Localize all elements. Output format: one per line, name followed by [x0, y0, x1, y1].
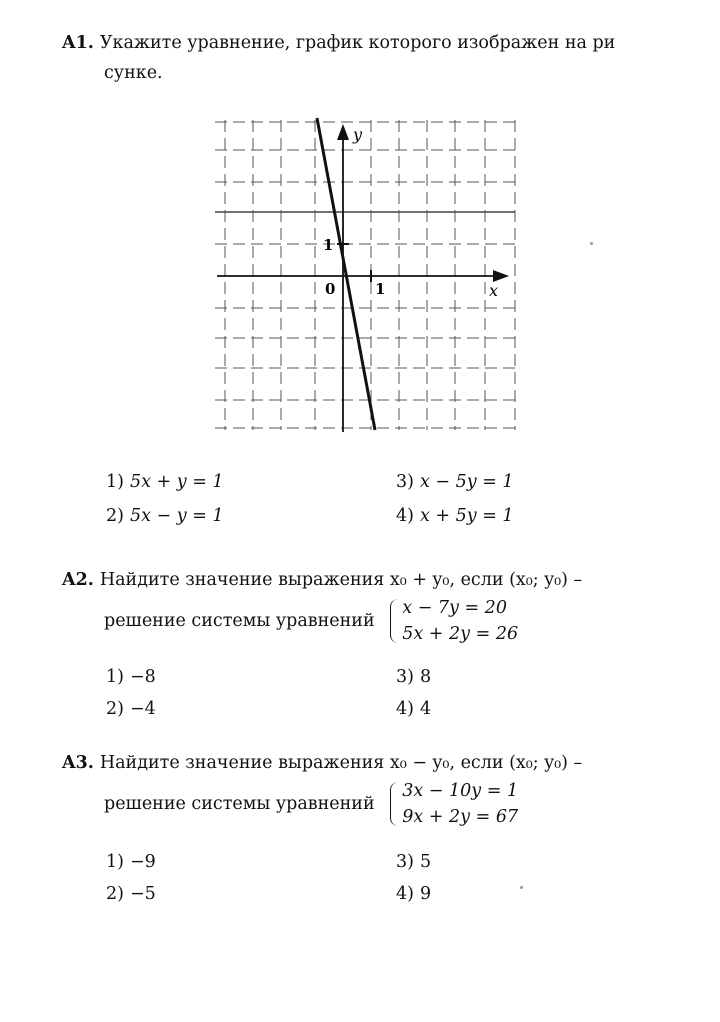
graph — [205, 110, 525, 440]
option-number: 4) — [396, 506, 414, 526]
question-a1 — [62, 28, 682, 88]
question-a3-text: Найдите значение выражения x₀ − y₀, если (x₀; y₀) – — [99, 753, 583, 773]
a3-option-1 — [106, 850, 156, 874]
question-a1-number: A1. — [62, 33, 94, 53]
option-expression: x − 5y = 1 — [419, 472, 514, 492]
a1-option-4 — [396, 504, 514, 528]
option-number: 1) — [106, 667, 124, 687]
y-axis-arrow-icon — [337, 124, 349, 140]
question-a1-text: Укажите уравнение, график которого изображен на ри — [99, 33, 616, 53]
a3-option-4 — [396, 882, 431, 906]
y-tick-label: 1 — [323, 236, 334, 254]
scan-speck — [590, 242, 593, 245]
question-a3-system-label: решение системы уравнений — [104, 794, 375, 814]
question-a2-text: Найдите значение выражения x₀ + y₀, если (x₀; y₀) – — [99, 570, 583, 590]
question-a1-text-cont: сунке. — [104, 63, 163, 83]
option-number: 3) — [396, 667, 414, 687]
a2-option-4 — [396, 697, 431, 721]
function-line — [317, 118, 375, 430]
option-expression: −9 — [129, 852, 156, 872]
a3-option-2 — [106, 882, 156, 906]
option-expression: 5 — [419, 852, 432, 872]
system-equation: x − 7y = 20 — [402, 598, 507, 618]
option-expression: −5 — [129, 884, 156, 904]
y-axis-label: y — [353, 125, 363, 144]
a2-option-2 — [106, 697, 156, 721]
a1-option-3 — [396, 470, 514, 494]
a2-option-3 — [396, 665, 431, 689]
question-a2-number: A2. — [62, 570, 94, 590]
a2-option-1 — [106, 665, 156, 689]
question-a2-line1 — [62, 570, 582, 590]
question-a3-number: A3. — [62, 753, 94, 773]
question-a3-system-row — [104, 778, 518, 830]
system-equation: 9x + 2y = 67 — [402, 807, 519, 827]
option-number: 4) — [396, 699, 414, 719]
a1-option-2 — [106, 504, 224, 528]
option-number: 3) — [396, 852, 414, 872]
question-a3-system — [388, 778, 518, 830]
x-tick-label: 1 — [375, 280, 386, 298]
option-number: 2) — [106, 506, 124, 526]
question-a2 — [62, 565, 682, 595]
question-a2-system-label: решение системы уравнений — [104, 611, 375, 631]
option-expression: 9 — [419, 884, 432, 904]
option-expression: 5x − y = 1 — [129, 506, 224, 526]
option-expression: x + 5y = 1 — [419, 506, 514, 526]
origin-label: 0 — [325, 280, 336, 298]
option-expression: 8 — [419, 667, 432, 687]
question-a1-line1 — [62, 33, 615, 53]
option-number: 3) — [396, 472, 414, 492]
option-number: 1) — [106, 472, 124, 492]
question-a2-system-row — [104, 595, 518, 647]
option-expression: 5x + y = 1 — [129, 472, 224, 492]
system-equation: 3x − 10y = 1 — [402, 781, 519, 801]
system-equation: 5x + 2y = 26 — [402, 624, 519, 644]
option-number: 2) — [106, 699, 124, 719]
x-axis-label: x — [489, 281, 499, 300]
option-number: 1) — [106, 852, 124, 872]
option-expression: 4 — [419, 699, 432, 719]
scan-speck — [520, 886, 523, 889]
a1-option-1 — [106, 470, 224, 494]
option-expression: −8 — [129, 667, 156, 687]
option-expression: −4 — [129, 699, 156, 719]
question-a3 — [62, 748, 682, 778]
question-a2-system — [388, 595, 518, 647]
question-a3-line1 — [62, 753, 582, 773]
a3-option-3 — [396, 850, 431, 874]
option-number: 2) — [106, 884, 124, 904]
option-number: 4) — [396, 884, 414, 904]
